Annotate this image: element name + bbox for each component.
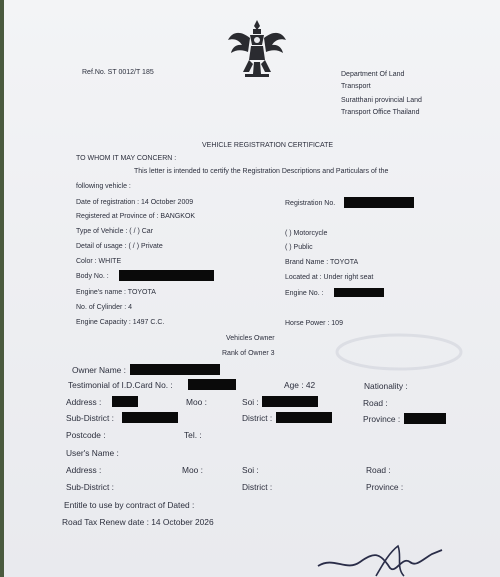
department-line-4: Transport Office Thailand	[341, 109, 420, 116]
owner-rank: Rank of Owner 3	[222, 350, 275, 357]
registration-no-redaction	[344, 197, 414, 208]
owner-name-redaction	[130, 364, 220, 375]
body-no-redaction	[119, 270, 214, 281]
user-road: Road :	[366, 465, 391, 475]
intro-line-1: This letter is intended to certify the Registration Descriptions and Particulars of the	[134, 168, 389, 175]
user-soi: Soi :	[242, 465, 259, 475]
user-name-label: User's Name :	[66, 448, 119, 458]
owner-moo: Moo :	[186, 397, 207, 407]
owner-province-redaction	[404, 413, 446, 424]
detail-of-usage: Detail of usage : ( / ) Private	[76, 243, 163, 250]
intro-line-2: following vehicle :	[76, 183, 131, 190]
color: Color : WHITE	[76, 258, 122, 265]
registered-province: Registered at Province of : BANGKOK	[76, 213, 196, 220]
body-no-label: Body No. :	[76, 273, 109, 280]
faded-stamp	[334, 332, 464, 372]
owner-soi-redaction	[262, 396, 318, 407]
user-province: Province :	[366, 482, 404, 492]
date-of-registration: Date of registration : 14 October 2009	[76, 199, 194, 206]
testimonial-label: Testimonial of I.D.Card No. :	[68, 380, 173, 390]
user-address: Address :	[66, 465, 102, 475]
user-moo: Moo :	[182, 465, 203, 475]
road-tax-renew-date: Road Tax Renew date : 14 October 2026	[62, 517, 214, 527]
owner-district-label: District :	[242, 413, 273, 423]
owner-age: Age : 42	[284, 380, 316, 390]
engine-capacity: Engine Capacity : 1497 C.C.	[76, 319, 165, 326]
owner-address-redaction	[112, 396, 138, 407]
owner-district-redaction	[276, 412, 332, 423]
owner-postcode: Postcode :	[66, 430, 106, 440]
brand-name: Brand Name : TOYOTA	[285, 259, 359, 266]
owner-road: Road :	[363, 398, 388, 408]
cylinders: No. of Cylinder : 4	[76, 304, 133, 311]
department-line-2: Transport	[341, 83, 371, 90]
garuda-emblem	[226, 18, 288, 80]
reference-number: Ref.No. ST 0012/T 185	[82, 69, 154, 76]
owner-sub-district-label: Sub-District :	[66, 413, 114, 423]
located-at: Located at : Under right seat	[285, 274, 374, 281]
owner-address-label: Address :	[66, 397, 102, 407]
user-district: District :	[242, 482, 273, 492]
department-line-1: Department Of Land	[341, 71, 405, 78]
owner-name-label: Owner Name :	[72, 365, 126, 375]
owner-nationality: Nationality :	[364, 381, 408, 391]
type-of-vehicle: Type of Vehicle : ( / ) Car	[76, 228, 154, 235]
salutation: TO WHOM IT MAY CONCERN :	[76, 155, 177, 162]
signature	[316, 542, 446, 577]
owner-province-label: Province :	[363, 414, 401, 424]
owner-heading: Vehicles Owner	[226, 335, 275, 342]
document-title: VEHICLE REGISTRATION CERTIFICATE	[202, 142, 334, 149]
owner-tel: Tel. :	[184, 430, 202, 440]
owner-sub-district-redaction	[122, 412, 178, 423]
motorcycle-option: ( ) Motorcycle	[285, 230, 328, 237]
contract-line: Entitle to use by contract of Dated :	[64, 500, 195, 510]
certificate-paper	[4, 0, 500, 577]
owner-soi-label: Soi :	[242, 397, 259, 407]
engine-no-label: Engine No. :	[285, 290, 324, 297]
department-line-3: Suratthani provincial Land	[341, 97, 422, 104]
registration-no-label: Registration No.	[285, 200, 336, 207]
horse-power: Horse Power : 109	[285, 320, 343, 327]
engine-name: Engine's name : TOYOTA	[76, 289, 156, 296]
testimonial-redaction	[188, 379, 236, 390]
public-option: ( ) Public	[285, 244, 313, 251]
user-sub-district: Sub-District :	[66, 482, 114, 492]
engine-no-redaction	[334, 288, 384, 297]
